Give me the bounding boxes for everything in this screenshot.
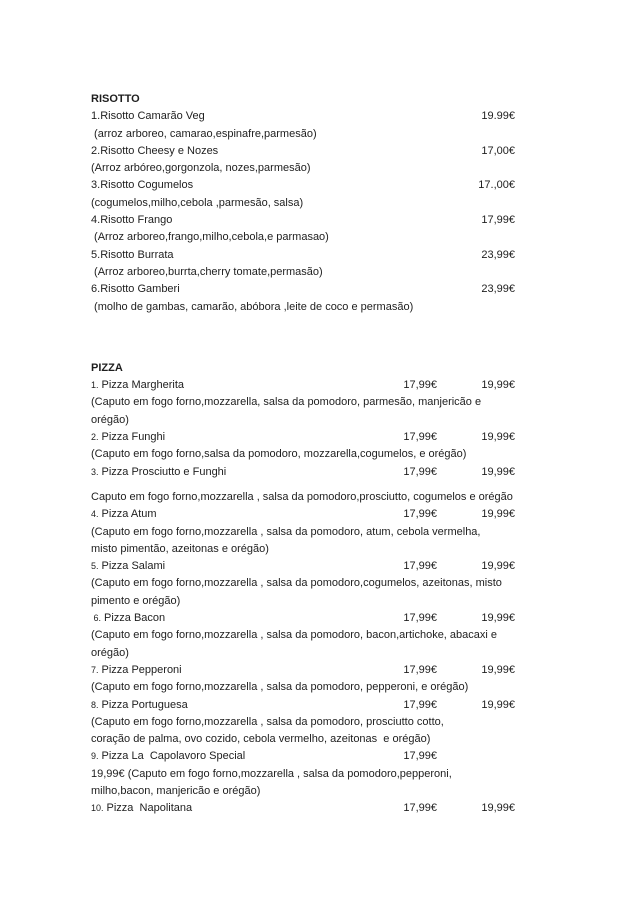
item-description-line: (cogumelos,milho,cebola ,parmesão, salsa)	[91, 196, 304, 209]
item-description-line: (Caputo em fogo forno,mozzarella , salsa da pomodoro,cogumelos, azeitonas, misto	[91, 577, 502, 590]
item-description-line: (Caputo em fogo forno,mozzarella , salsa da pomodoro, prosciutto cotto,	[91, 715, 444, 728]
item-price-2: 19,99€	[481, 802, 515, 815]
menu-item	[91, 212, 640, 247]
menu-item-row	[91, 697, 640, 714]
item-number: 4.	[91, 509, 99, 520]
menu-item-row	[91, 610, 640, 627]
item-description-line: (Arroz arbóreo,gorgonzola, nozes,parmesão)	[91, 162, 311, 175]
item-number: 2.	[91, 144, 101, 157]
item-price-2: 23,99€	[481, 283, 515, 296]
menu-sections	[91, 91, 640, 818]
menu-item	[91, 177, 640, 212]
item-description-line: milho,bacon, manjericão e orégão)	[91, 784, 261, 797]
section-heading: RISOTTO	[91, 93, 140, 105]
item-number: 5.	[91, 561, 99, 572]
menu-item-row	[91, 464, 640, 481]
item-price-2: 19,99€	[481, 431, 515, 444]
menu-item-row	[91, 377, 640, 394]
item-description-line: coração de palma, ovo cozido, cebola vermelho, azeitonas e orégão)	[91, 733, 431, 746]
item-description-line: (arroz arboreo, camarao,espinafre,parmesão)	[91, 127, 317, 140]
item-price-2: 19,99€	[481, 663, 515, 676]
item-price-2: 19,99€	[481, 612, 515, 625]
menu-section-pizza	[91, 360, 640, 818]
item-description-line: (Arroz arboreo,frango,milho,cebola,e parmasao)	[91, 231, 329, 244]
item-description-line: pimento e orégão)	[91, 594, 181, 607]
item-price-2: 19.99€	[481, 110, 515, 123]
section-items	[91, 108, 640, 316]
item-price-2: 19,99€	[481, 560, 515, 573]
item-name: Pizza Portuguesa	[101, 698, 188, 711]
item-name: Pizza Salami	[101, 560, 166, 573]
item-number: 3.	[91, 466, 99, 477]
item-price-1: 17,99€	[403, 560, 437, 573]
item-name: Pizza Margherita	[101, 379, 185, 392]
item-description-line: (Arroz arboreo,burrta,cherry tomate,permasão)	[91, 265, 323, 278]
item-description-line: orégão)	[91, 646, 129, 659]
item-number: 9.	[91, 751, 99, 762]
item-number: 1.	[91, 110, 101, 123]
item-price-2: 17.,00€	[478, 179, 515, 192]
item-price-1: 17,99€	[403, 698, 437, 711]
item-name: Pizza Napolitana	[106, 802, 193, 815]
item-number: 6.	[91, 283, 101, 296]
item-price-2: 17,00€	[481, 144, 515, 157]
item-price-1: 17,99€	[403, 612, 437, 625]
menu-item	[91, 377, 640, 429]
menu-item	[91, 610, 640, 662]
item-number: 1.	[91, 380, 99, 391]
item-name: Pizza Funghi	[101, 431, 166, 444]
menu-item-row	[91, 748, 640, 765]
item-price-2: 17,99€	[481, 214, 515, 227]
menu-item-row	[91, 281, 640, 298]
menu-item-row	[91, 662, 640, 679]
item-description-line: 19,99€ (Caputo em fogo forno,mozzarella , salsa da pomodoro,pepperoni,	[91, 767, 452, 780]
menu-item	[91, 748, 640, 800]
menu-item-row	[91, 143, 640, 160]
menu-item	[91, 506, 640, 558]
menu-section-risotto	[91, 91, 640, 316]
menu-item-row	[91, 108, 640, 125]
item-number: 8.	[91, 699, 99, 710]
menu-item	[91, 247, 640, 282]
item-price-1: 17,99€	[403, 379, 437, 392]
menu-item	[91, 662, 640, 697]
item-price-2: 19,99€	[481, 379, 515, 392]
item-price-2: 19,99€	[481, 465, 515, 478]
item-description-line: (Caputo em fogo forno,mozzarella , salsa da pomodoro, pepperoni, e orégão)	[91, 681, 469, 694]
item-number: 6.	[91, 613, 102, 624]
item-name: Risotto Cheesy e Nozes	[100, 144, 219, 157]
item-name: Pizza La Capolavoro Special	[101, 750, 246, 763]
item-price-2: 19,99€	[481, 698, 515, 711]
menu-item	[91, 558, 640, 610]
item-price-2: 23,99€	[481, 248, 515, 261]
item-number: 10.	[91, 803, 104, 814]
menu-item-row	[91, 558, 640, 575]
item-price-1: 17,99€	[403, 750, 437, 763]
item-name: Pizza Prosciutto e Funghi	[101, 465, 227, 478]
item-price-1: 17,99€	[403, 465, 437, 478]
item-price-1: 17,99€	[403, 508, 437, 521]
item-name: Pizza Pepperoni	[101, 663, 182, 676]
item-description-line: orégão)	[91, 413, 129, 426]
menu-item	[91, 800, 640, 817]
menu-item-row	[91, 506, 640, 523]
item-name: Risotto Cogumelos	[100, 179, 194, 192]
menu-item-row	[91, 800, 640, 817]
menu-item-row	[91, 212, 640, 229]
item-name: Risotto Burrata	[100, 248, 174, 261]
item-name: Pizza Bacon	[104, 612, 166, 625]
menu-item	[91, 281, 640, 316]
menu-item	[91, 143, 640, 178]
item-name: Risotto Camarão Veg	[100, 110, 205, 123]
item-name: Risotto Frango	[100, 214, 173, 227]
item-name: Risotto Gamberi	[100, 283, 180, 296]
menu-item	[91, 108, 640, 143]
item-description-line: misto pimentão, azeitonas e orégão)	[91, 542, 269, 555]
item-name: Pizza Atum	[101, 508, 157, 521]
menu-item	[91, 464, 640, 507]
item-price-1: 17,99€	[403, 802, 437, 815]
item-number: 4.	[91, 214, 101, 227]
menu-item-row	[91, 177, 640, 194]
item-number: 7.	[91, 664, 99, 675]
item-number: 5.	[91, 248, 101, 261]
item-description-line: Caputo em fogo forno,mozzarella , salsa da pomodoro,prosciutto, cogumelos e orégão	[91, 490, 513, 503]
item-price-1: 17,99€	[403, 663, 437, 676]
item-description-line: (molho de gambas, camarão, abóbora ,leite de coco e permasão)	[91, 300, 414, 313]
menu-item	[91, 429, 640, 464]
item-description-line: (Caputo em fogo forno,salsa da pomodoro, mozzarella,cogumelos, e orégão)	[91, 448, 467, 461]
item-number: 3.	[91, 179, 101, 192]
item-description-line: (Caputo em fogo forno,mozzarella, salsa da pomodoro, parmesão, manjericão e	[91, 396, 482, 409]
item-number: 2.	[91, 432, 99, 443]
section-heading: PIZZA	[91, 361, 123, 374]
menu-item-row	[91, 247, 640, 264]
menu-item	[91, 697, 640, 749]
menu-item-row	[91, 429, 640, 446]
item-price-1: 17,99€	[403, 431, 437, 444]
item-price-2: 19,99€	[481, 508, 515, 521]
item-description-line: (Caputo em fogo forno,mozzarella , salsa da pomodoro, bacon,artichoke, abacaxi e	[91, 629, 498, 642]
item-description-line: (Caputo em fogo forno,mozzarella , salsa da pomodoro, atum, cebola vermelha,	[91, 525, 481, 538]
section-items	[91, 377, 640, 817]
